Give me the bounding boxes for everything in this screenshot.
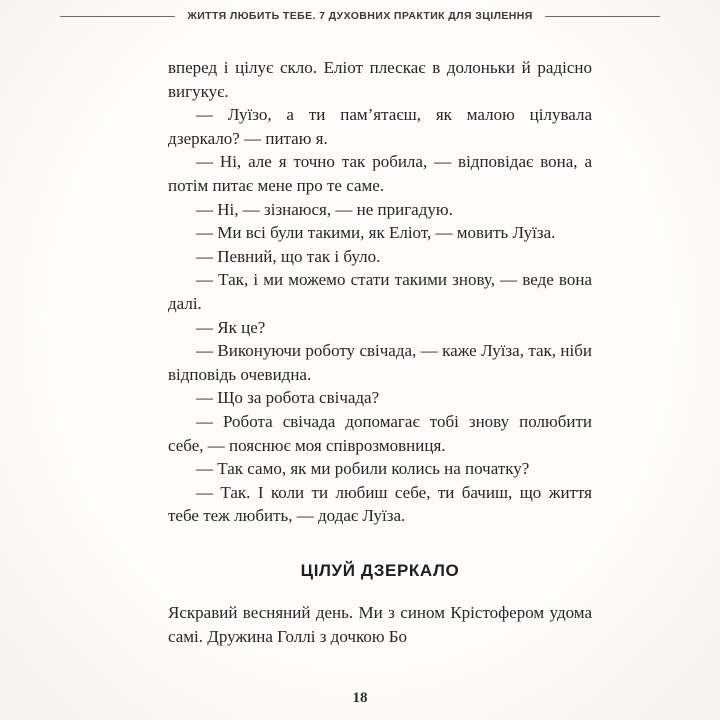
running-header [60, 10, 660, 22]
body-text [168, 56, 592, 649]
paragraph: — Так. І коли ти любиш себе, ти бачиш, що життя тебе теж любить, — додає Луїза. [168, 482, 592, 526]
paragraph: — Ні, — зізнаюся, — не пригадую. [196, 199, 453, 219]
paragraph: — Виконуючи роботу свічада, — каже Луїза, так, ніби відповідь очевидна. [168, 341, 592, 384]
header-rule-right [545, 16, 660, 17]
paragraph: — Так само, як ми робили колись на початку? [196, 459, 530, 479]
header-rule-left [60, 16, 175, 17]
paragraph: вперед і цілує скло. Еліот плескає в долоньки й радісно вигукує. [168, 58, 592, 101]
running-header-text: ЖИТТЯ ЛЮБИТЬ ТЕБЕ. 7 ДУХОВНИХ ПРАКТИК ДЛЯ ЗЦІЛЕННЯ [187, 10, 533, 22]
paragraph: — Луїзо, а ти пам’ятаєш, як малою цілувала дзеркало? — питаю я. [168, 105, 592, 148]
paragraph: Яскравий весняний день. Ми з сином Крістофером удома самі. Дружина Голлі з дочкою Бо [168, 603, 592, 647]
section-heading: ЦІЛУЙ ДЗЕРКАЛО [300, 560, 460, 580]
paragraph: — Робота свічада допомагає тобі знову полюбити себе, — пояснює моя співрозмовниця. [168, 411, 592, 455]
paragraph: — Як це? [196, 317, 266, 337]
paragraph: — Що за робота свічада? [196, 388, 380, 408]
paragraph: — Так, і ми можемо стати такими знову, — веде вона далі. [168, 270, 592, 313]
page-number: 18 [352, 690, 368, 706]
paragraph: — Ми всі були такими, як Еліот, — мовить Луїза. [196, 223, 556, 243]
paragraph: — Ні, але я точно так робила, — відповідає вона, а потім питає мене про те саме. [168, 152, 592, 195]
paragraph: — Певний, що так і було. [196, 246, 381, 266]
